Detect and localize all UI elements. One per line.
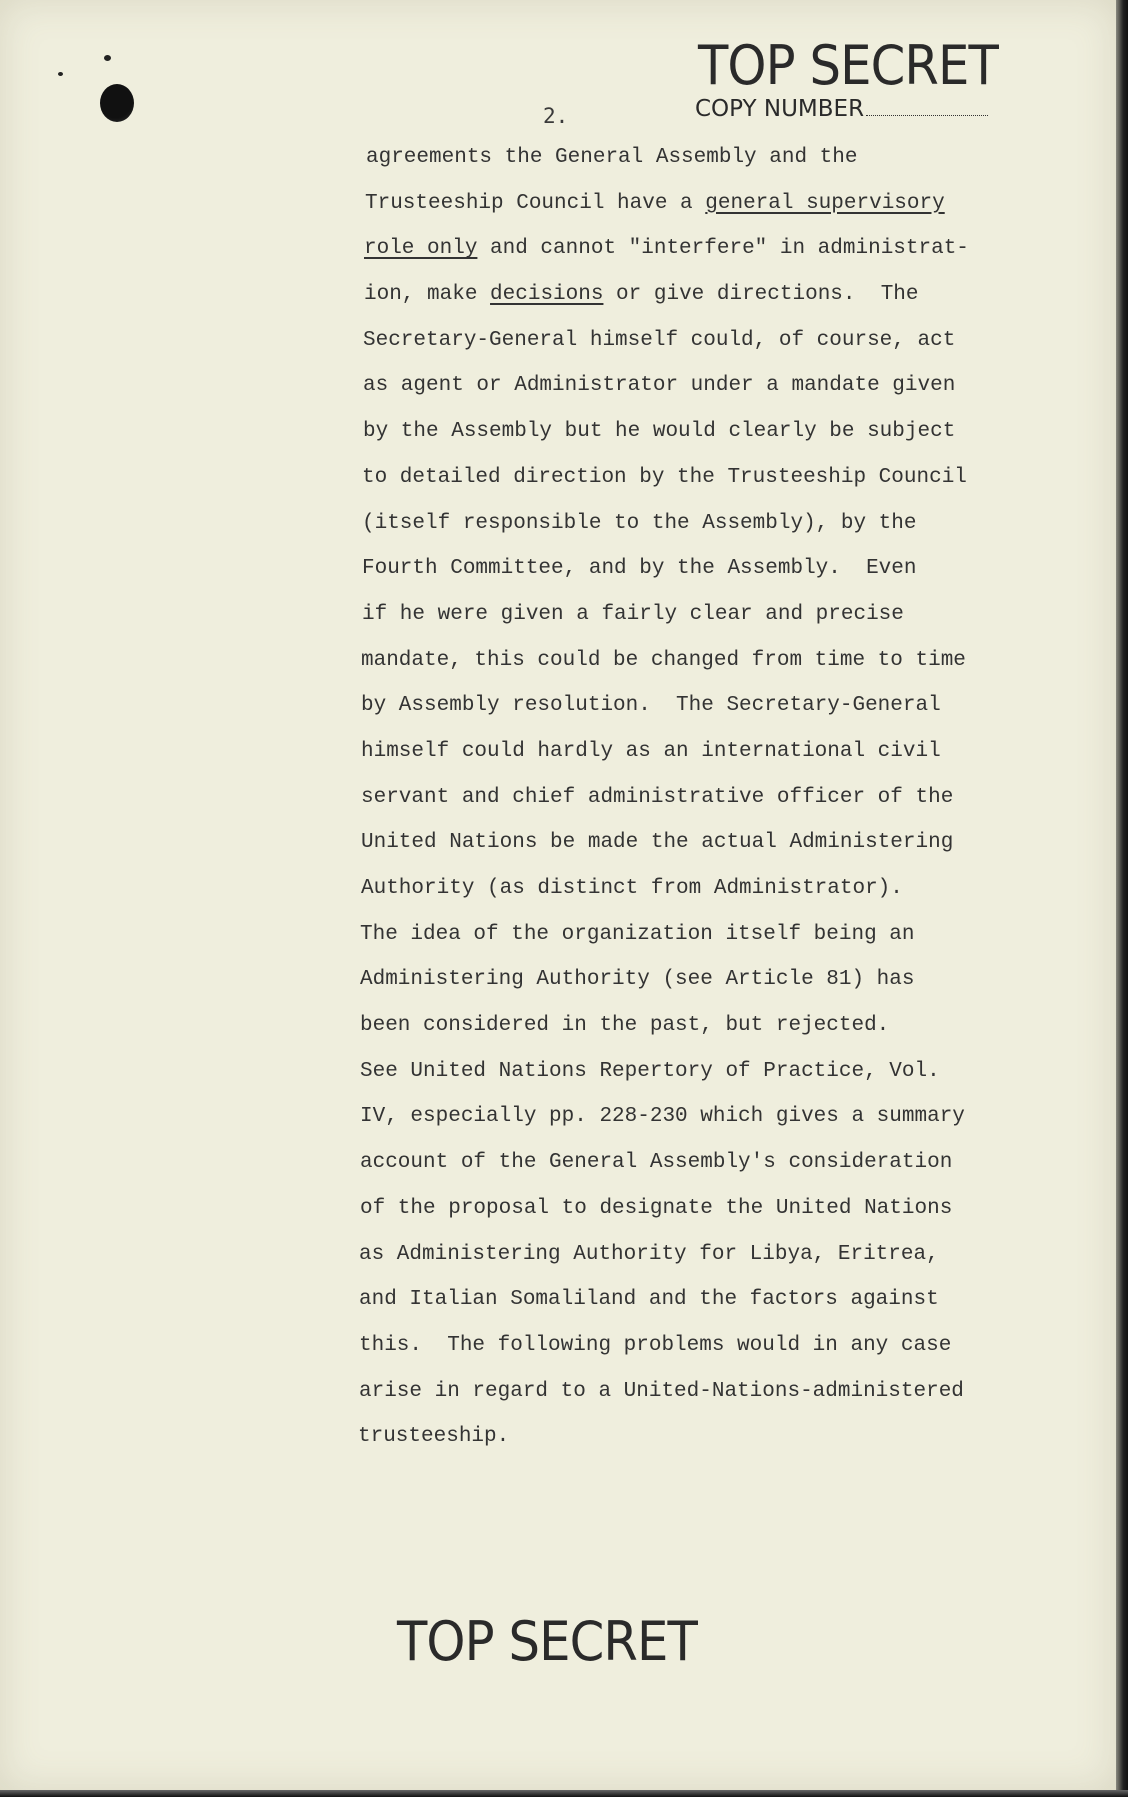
line-text: as Administering Authority for Libya, Eritrea, [359, 1242, 939, 1266]
line-text: as agent or Administrator under a mandate given [363, 374, 956, 398]
body-line [364, 283, 1044, 329]
body-line [363, 420, 1043, 466]
line-text: arise in regard to a United-Nations-administered [359, 1379, 964, 1403]
line-text: if he were given a fairly clear and precise [362, 602, 904, 626]
copy-number-row [695, 96, 988, 122]
body-line [362, 557, 1042, 603]
body-line [359, 1288, 1039, 1334]
body-line [358, 1425, 1038, 1471]
classification-stamp-top: TOP SECRET [698, 34, 998, 97]
underlined-text: role only [364, 237, 478, 261]
body-line [362, 603, 1042, 649]
line-text: or give directions. The [603, 283, 919, 307]
body-line [360, 1105, 1040, 1151]
body-line [363, 374, 1043, 420]
page-number: 2. [543, 104, 569, 128]
line-text: Trusteeship Council have a [365, 191, 706, 215]
line-text: by Assembly resolution. The Secretary-General [361, 694, 941, 718]
body-line [361, 694, 1041, 740]
body-line [363, 329, 1043, 375]
line-text: and Italian Somaliland and the factors against [359, 1288, 939, 1312]
line-text: been considered in the past, but rejected. [360, 1014, 890, 1038]
line-text: himself could hardly as an international civil [361, 739, 941, 763]
line-text: ion, make [364, 283, 491, 307]
line-text: mandate, this could be changed from time to time [361, 648, 966, 672]
line-text: United Nations be made the actual Administering [361, 831, 954, 855]
body-line [360, 923, 1040, 969]
ink-speck [104, 55, 111, 61]
underlined-text: decisions [490, 283, 604, 307]
body-line [360, 1014, 1040, 1060]
line-text: Administering Authority (see Article 81) has [360, 968, 915, 992]
body-line [361, 649, 1041, 695]
body-line [362, 466, 1042, 512]
line-text: servant and chief administrative officer of the [361, 785, 954, 809]
copy-number-blank [866, 114, 988, 116]
line-text: to detailed direction by the Trusteeship Council [362, 465, 967, 489]
line-text: this. The following problems would in any case [359, 1333, 952, 1357]
line-text: Secretary-General himself could, of course, act [363, 328, 956, 352]
ink-speck [58, 72, 63, 76]
line-text: agreements the General Assembly and the [366, 146, 858, 169]
underlined-text: general supervisory [705, 191, 945, 215]
body-text [358, 146, 1044, 1471]
line-text: account of the General Assembly's consideration [360, 1151, 953, 1175]
body-line [359, 1334, 1039, 1380]
line-text: The idea of the organization itself being an [360, 922, 915, 946]
line-text: Fourth Committee, and by the Assembly. Even [362, 557, 917, 581]
page-bottom-edge [0, 1790, 1128, 1797]
page-edge [1116, 0, 1128, 1797]
line-text: of the proposal to designate the United Nations [360, 1196, 953, 1220]
body-line [359, 1380, 1039, 1426]
body-line [361, 740, 1041, 786]
body-line [366, 146, 1046, 192]
body-line [364, 237, 1044, 283]
body-line [361, 831, 1041, 877]
line-text: Authority (as distinct from Administrator). [361, 877, 903, 900]
line-text: and cannot "interfere" in administrat- [477, 237, 969, 261]
line-text: trusteeship. [358, 1425, 510, 1449]
line-text: (itself responsible to the Assembly), by the [362, 511, 917, 535]
body-line [365, 192, 1045, 238]
classification-stamp-bottom: TOP SECRET [397, 1610, 697, 1673]
body-line [360, 1060, 1040, 1106]
line-text: by the Assembly but he would clearly be subject [363, 420, 956, 444]
copy-number-label: COPY NUMBER [695, 96, 865, 122]
line-text: IV, especially pp. 228-230 which gives a summary [360, 1105, 965, 1129]
body-line [361, 877, 1041, 923]
punch-hole [100, 84, 134, 122]
body-line [359, 1243, 1039, 1289]
body-line [361, 786, 1041, 832]
line-text: See United Nations Repertory of Practice, Vol. [360, 1059, 940, 1083]
body-line [360, 1151, 1040, 1197]
body-line [360, 968, 1040, 1014]
body-line [362, 512, 1042, 558]
body-line [360, 1197, 1040, 1243]
